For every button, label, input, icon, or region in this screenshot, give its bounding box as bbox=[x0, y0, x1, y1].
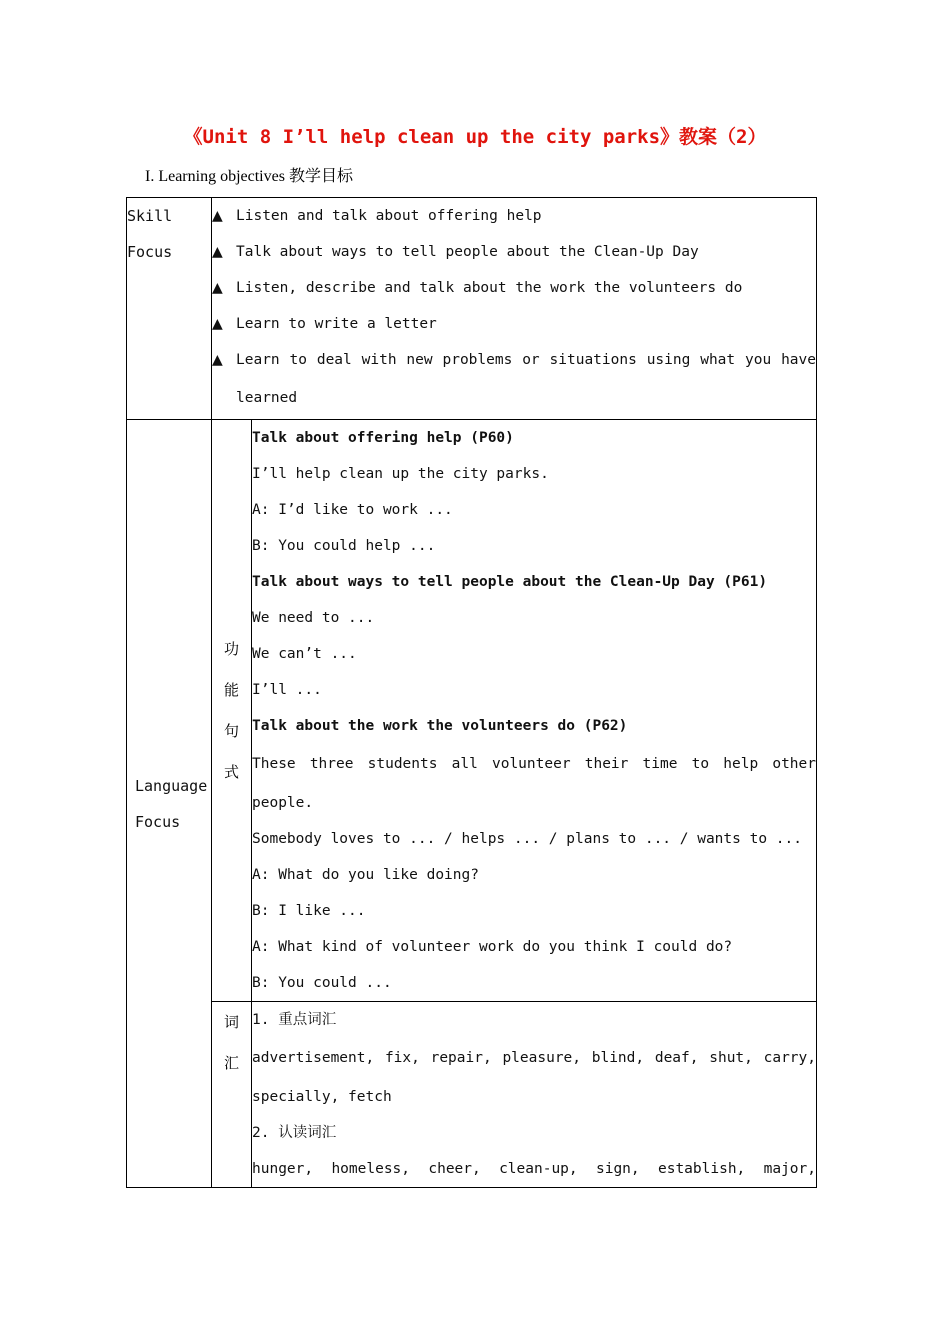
read-vocab-heading: 2. 认读词汇 bbox=[252, 1125, 337, 1141]
skill-item-text: Listen and talk about offering help bbox=[236, 208, 542, 224]
function-subheading: Talk about offering help (P60) bbox=[252, 430, 514, 446]
skill-item-text: Listen, describe and talk about the work the volunteers do bbox=[236, 280, 743, 296]
function-line: We can’t ... bbox=[252, 646, 357, 662]
skill-item bbox=[212, 270, 816, 306]
function-line: These three students all volunteer their time to help other bbox=[252, 756, 816, 772]
skill-item bbox=[212, 306, 816, 342]
triangle-bullet-icon: ▲ bbox=[212, 352, 223, 368]
skill-item bbox=[212, 342, 816, 378]
vocabulary-label-char: 汇 bbox=[223, 1054, 239, 1072]
function-line: B: You could ... bbox=[252, 975, 392, 991]
function-line: A: What do you like doing? bbox=[252, 867, 479, 883]
vocabulary-label-char: 词 bbox=[223, 1013, 239, 1031]
function-line: A: I’d like to work ... bbox=[252, 502, 453, 518]
functions-label-char: 式 bbox=[223, 762, 239, 781]
functions-label-char: 功 bbox=[223, 639, 239, 658]
skill-item-text: Learn to write a letter bbox=[236, 316, 437, 332]
function-subheading: Talk about the work the volunteers do (P62) bbox=[252, 718, 628, 734]
language-vocabulary-row bbox=[127, 1002, 817, 1188]
functions-label-char: 能 bbox=[223, 680, 239, 699]
function-line: Somebody loves to ... / helps ... / plans to ... / wants to ... bbox=[252, 831, 802, 847]
key-vocab-words: advertisement, fix, repair, pleasure, blind, deaf, shut, carry, bbox=[252, 1050, 816, 1066]
skill-item-continuation bbox=[212, 378, 816, 419]
functions-label-char: 句 bbox=[223, 721, 239, 740]
vocabulary-content bbox=[252, 1002, 817, 1188]
skill-item bbox=[212, 234, 816, 270]
function-line: I’ll ... bbox=[252, 682, 322, 698]
function-line: B: You could help ... bbox=[252, 538, 436, 554]
read-vocab-words: hunger, homeless, cheer, clean-up, sign, establish, major, bbox=[252, 1161, 816, 1177]
function-line: A: What kind of volunteer work do you think I could do? bbox=[252, 939, 733, 955]
section-heading: I. Learning objectives 教学目标 bbox=[145, 168, 353, 185]
function-line: We need to ... bbox=[252, 610, 375, 626]
skill-label-line1: Skill bbox=[127, 207, 173, 225]
functions-label bbox=[212, 420, 252, 1002]
vocabulary-label bbox=[212, 1002, 252, 1188]
triangle-bullet-icon: ▲ bbox=[212, 208, 223, 224]
function-line: people. bbox=[252, 795, 314, 811]
key-vocab-heading: 1. 重点词汇 bbox=[252, 1012, 337, 1028]
function-subheading: Talk about ways to tell people about the Clean-Up Day (P61) bbox=[252, 574, 768, 590]
skill-item-text: Talk about ways to tell people about the Clean-Up Day bbox=[236, 244, 699, 260]
function-line: I’ll help clean up the city parks. bbox=[252, 466, 549, 482]
triangle-bullet-icon: ▲ bbox=[212, 280, 223, 296]
skill-focus-list bbox=[212, 198, 817, 420]
document-title: 《Unit 8 I’ll help clean up the city parks》教案（2） bbox=[183, 126, 767, 148]
triangle-bullet-icon: ▲ bbox=[212, 244, 223, 260]
skill-item-text: learned bbox=[236, 390, 298, 406]
skill-item-text: Learn to deal with new problems or situations using what you have bbox=[236, 352, 816, 368]
language-functions-row bbox=[127, 420, 817, 1002]
skill-label-line2: Focus bbox=[127, 243, 173, 261]
key-vocab-words: specially, fetch bbox=[252, 1089, 392, 1105]
triangle-bullet-icon: ▲ bbox=[212, 316, 223, 332]
language-focus-label bbox=[127, 420, 212, 1188]
functions-content bbox=[252, 420, 817, 1002]
language-label-line1: Language bbox=[135, 776, 208, 795]
skill-item bbox=[212, 198, 816, 234]
skill-focus-row bbox=[127, 198, 817, 420]
function-line: B: I like ... bbox=[252, 903, 366, 919]
objectives-table bbox=[126, 197, 817, 1188]
skill-focus-label bbox=[127, 198, 212, 420]
language-label-line2: Focus bbox=[135, 812, 181, 831]
